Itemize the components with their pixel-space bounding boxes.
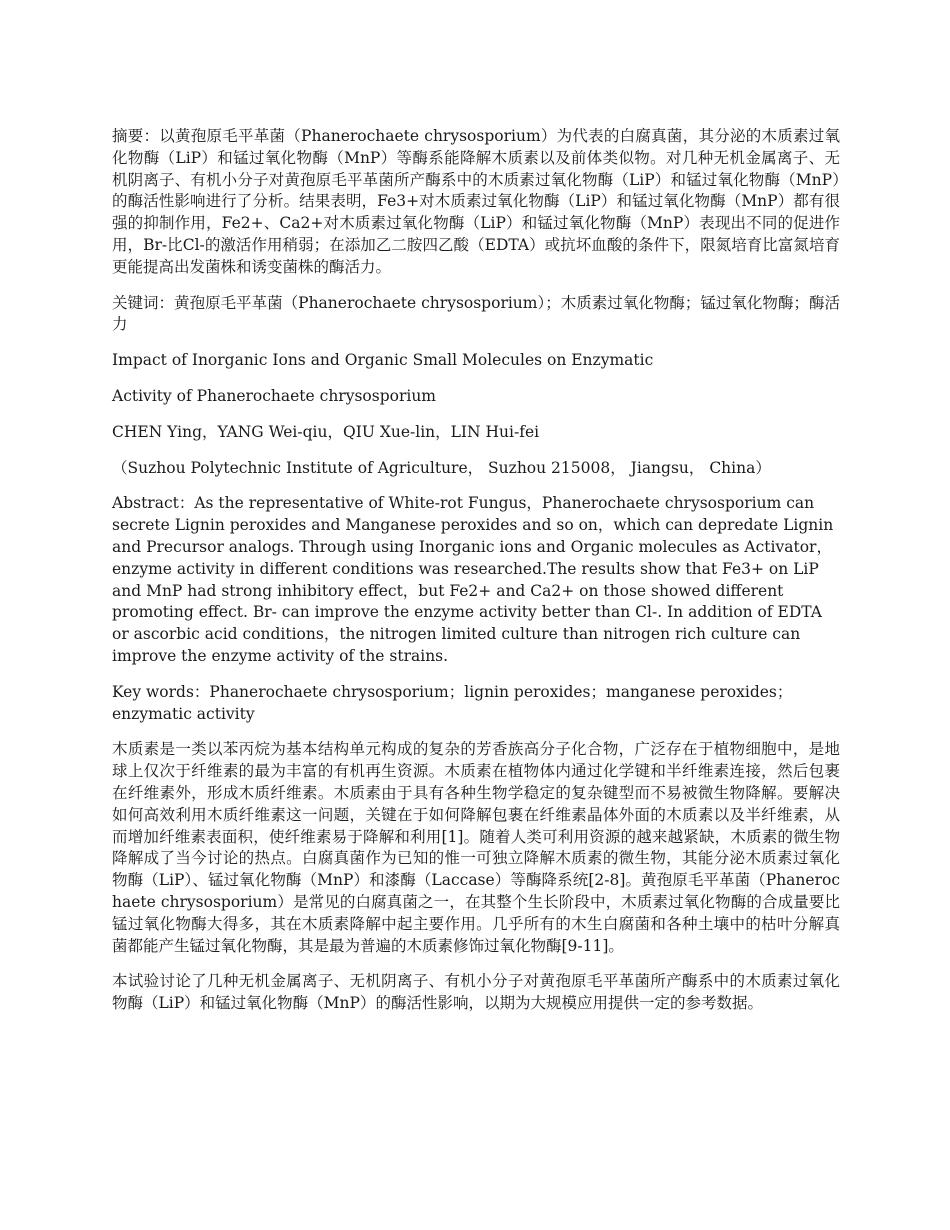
english-title-line-1: Impact of Inorganic Ions and Organic Small Molecules on Enzymatic (112, 351, 654, 370)
body-paragraph-1: 木质素是一类以苯丙烷为基本结构单元构成的复杂的芳香族高分子化合物，广泛存在于植物细胞中，是地球上仅次于纤维素的最为丰富的有机再生资源。木质素在植物体内通过化学键和半纤维素连接，然后包裹在纤维素外，形成木质纤维素。木质素由于具有各种生物学稳定的复杂键型而不易被微生物降解。要解决如何高效利用木质纤维素这一问题，关键在于如何降解包裹在纤维素晶体外面的木质素以及半纤维素，从而增加纤维素表面积，使纤维素易于降解和利用[1]。随着人类可利用资源的越来越紧缺，木质素的微生物降解成了当今讨论的热点。白腐真菌作为已知的惟一可独立降解木质素的微生物，其能分泌木质素过氧化物酶（LiP）、锰过氧化物酶（MnP）和漆酶（Laccase）等酶降系统[2-8]。黄孢原毛平革菌（Phanerochaete chrysosporium）是常见的白腐真菌之一，在其整个生长阶段中，木质素过氧化物酶的合成量要比锰过氧化物酶大得多，其在木质素降解中起主要作用。几乎所有的木生白腐菌和各种土壤中的枯叶分解真菌都能产生锰过氧化物酶，其是最为普遍的木质素修饰过氧化物酶[9-11]。 (112, 740, 840, 955)
abstract-english: Abstract：As the representative of White-rot Fungus，Phanerochaete chrysosporium can secrete Lignin peroxides and Manganese peroxides and so on，which can depredate Lignin and Precursor analogs. Through using Inorganic ions and Organic molecules as Activator，enzyme activity in different conditions was researched.The results show that Fe3+ on LiP and MnP had strong inhibitory effect，but Fe2+ and Ca2+ on those showed different promoting effect. Br- can improve the enzyme activity better than Cl-. In addition of EDTA or ascorbic acid conditions，the nitrogen limited culture than nitrogen rich culture can improve the enzyme activity of the strains. (112, 494, 834, 665)
keywords-english: Key words：Phanerochaete chrysosporium；lignin peroxides；manganese peroxides；enzymatic activity (112, 682, 793, 723)
english-title-line-2: Activity of Phanerochaete chrysosporium (112, 386, 437, 405)
document-page (112, 126, 840, 1029)
authors: CHEN Ying，YANG Wei-qiu，QIU Xue-lin，LIN Hui-fei (112, 422, 540, 441)
body-paragraph-2: 本试验讨论了几种无机金属离子、无机阴离子、有机小分子对黄孢原毛平革菌所产酶系中的木质素过氧化物酶（LiP）和锰过氧化物酶（MnP）的酶活性影响，以期为大规模应用提供一定的参考数据。 (112, 972, 840, 1013)
affiliation: （Suzhou Polytechnic Institute of Agriculture， Suzhou 215008， Jiangsu， China） (112, 458, 771, 477)
abstract-chinese: 摘要：以黄孢原毛平革菌（Phanerochaete chrysosporium）为代表的白腐真菌，其分泌的木质素过氧化物酶（LiP）和锰过氧化物酶（MnP）等酶系能降解木质素以及前体类似物。对几种无机金属离子、无机阴离子、有机小分子对黄孢原毛平革菌所产酶系中的木质素过氧化物酶（LiP）和锰过氧化物酶（MnP）的酶活性影响进行了分析。结果表明，Fe3+对木质素过氧化物酶（LiP）和锰过氧化物酶（MnP）都有很强的抑制作用，Fe2+、Ca2+对木质素过氧化物酶（LiP）和锰过氧化物酶（MnP）表现出不同的促进作用，Br-比Cl-的激活作用稍弱；在添加乙二胺四乙酸（EDTA）或抗坏血酸的条件下，限氮培育比富氮培育更能提高出发菌株和诱变菌株的酶活力。 (112, 127, 840, 276)
keywords-chinese: 关键词：黄孢原毛平革菌（Phanerochaete chrysosporium）；木质素过氧化物酶；锰过氧化物酶；酶活力 (112, 293, 840, 334)
